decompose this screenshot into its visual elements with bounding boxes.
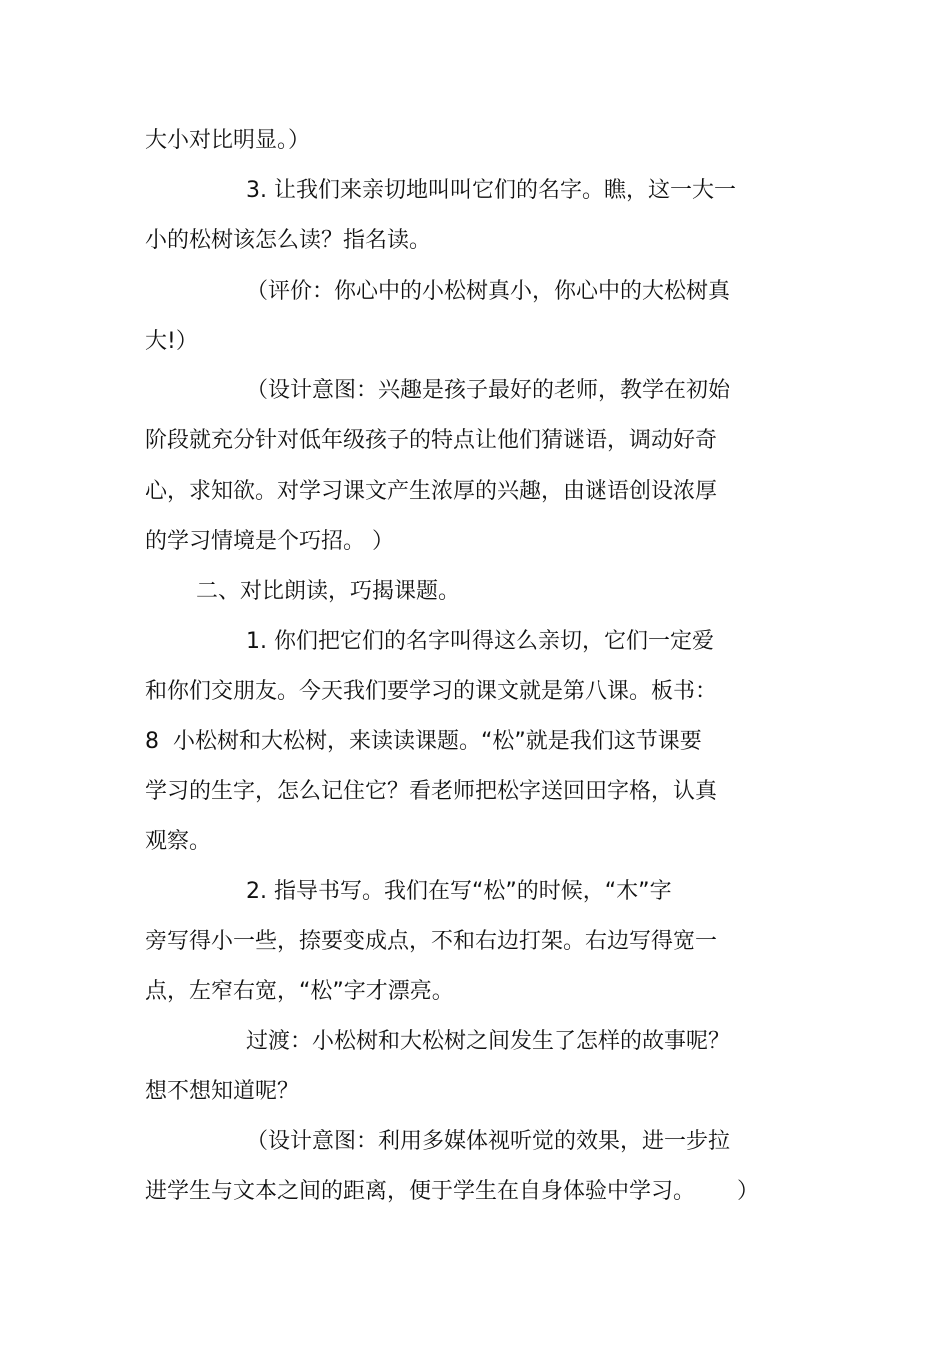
text-line-1: 大小对比明显。） <box>145 128 311 153</box>
text-line-11: 1. 你们把它们的名字叫得这么亲切，它们一定爱 <box>246 629 714 654</box>
text-line-4: （评价：你心中的小松树真小，你心中的大松树真 <box>246 279 731 304</box>
text-line-8: 心，求知欲。对学习课文产生浓厚的兴趣，由谜语创设浓厚 <box>145 479 718 504</box>
text-line-22: 进学生与文本之间的距离，便于学生在自身体验中学习。 ） <box>145 1179 759 1204</box>
section-heading: 二、对比朗读，巧揭课题。 <box>196 579 461 604</box>
text-line-5: 大!） <box>145 329 198 354</box>
text-line-15: 观察。 <box>145 829 212 854</box>
text-line-18: 点，左窄右宽，“松”字才漂亮。 <box>145 979 454 1004</box>
text-line-3: 小的松树该怎么读？指名读。 <box>145 228 432 253</box>
text-line-13: 8 小松树和大松树，来读读课题。“松”就是我们这节课要 <box>145 729 702 754</box>
text-line-20: 想不想知道呢？ <box>145 1079 300 1104</box>
text-line-2: 3. 让我们来亲切地叫叫它们的名字。瞧，这一大一 <box>246 178 736 203</box>
text-line-19: 过渡：小松树和大松树之间发生了怎样的故事呢？ <box>246 1029 731 1054</box>
text-line-21: （设计意图：利用多媒体视听觉的效果，进一步拉 <box>246 1129 731 1154</box>
text-line-17: 旁写得小一些，捺要变成点，不和右边打架。右边写得宽一 <box>145 929 718 954</box>
text-line-6: （设计意图：兴趣是孩子最好的老师，教学在初始 <box>246 378 731 403</box>
text-line-7: 阶段就充分针对低年级孩子的特点让他们猜谜语，调动好奇 <box>145 428 718 453</box>
text-line-14: 学习的生字，怎么记住它？看老师把松字送回田字格，认真 <box>145 779 718 804</box>
text-line-16: 2. 指导书写。我们在写“松”的时候，“木”字 <box>246 879 672 904</box>
text-line-12: 和你们交朋友。今天我们要学习的课文就是第八课。板书： <box>145 679 718 704</box>
text-line-9: 的学习情境是个巧招。 ） <box>145 529 394 554</box>
